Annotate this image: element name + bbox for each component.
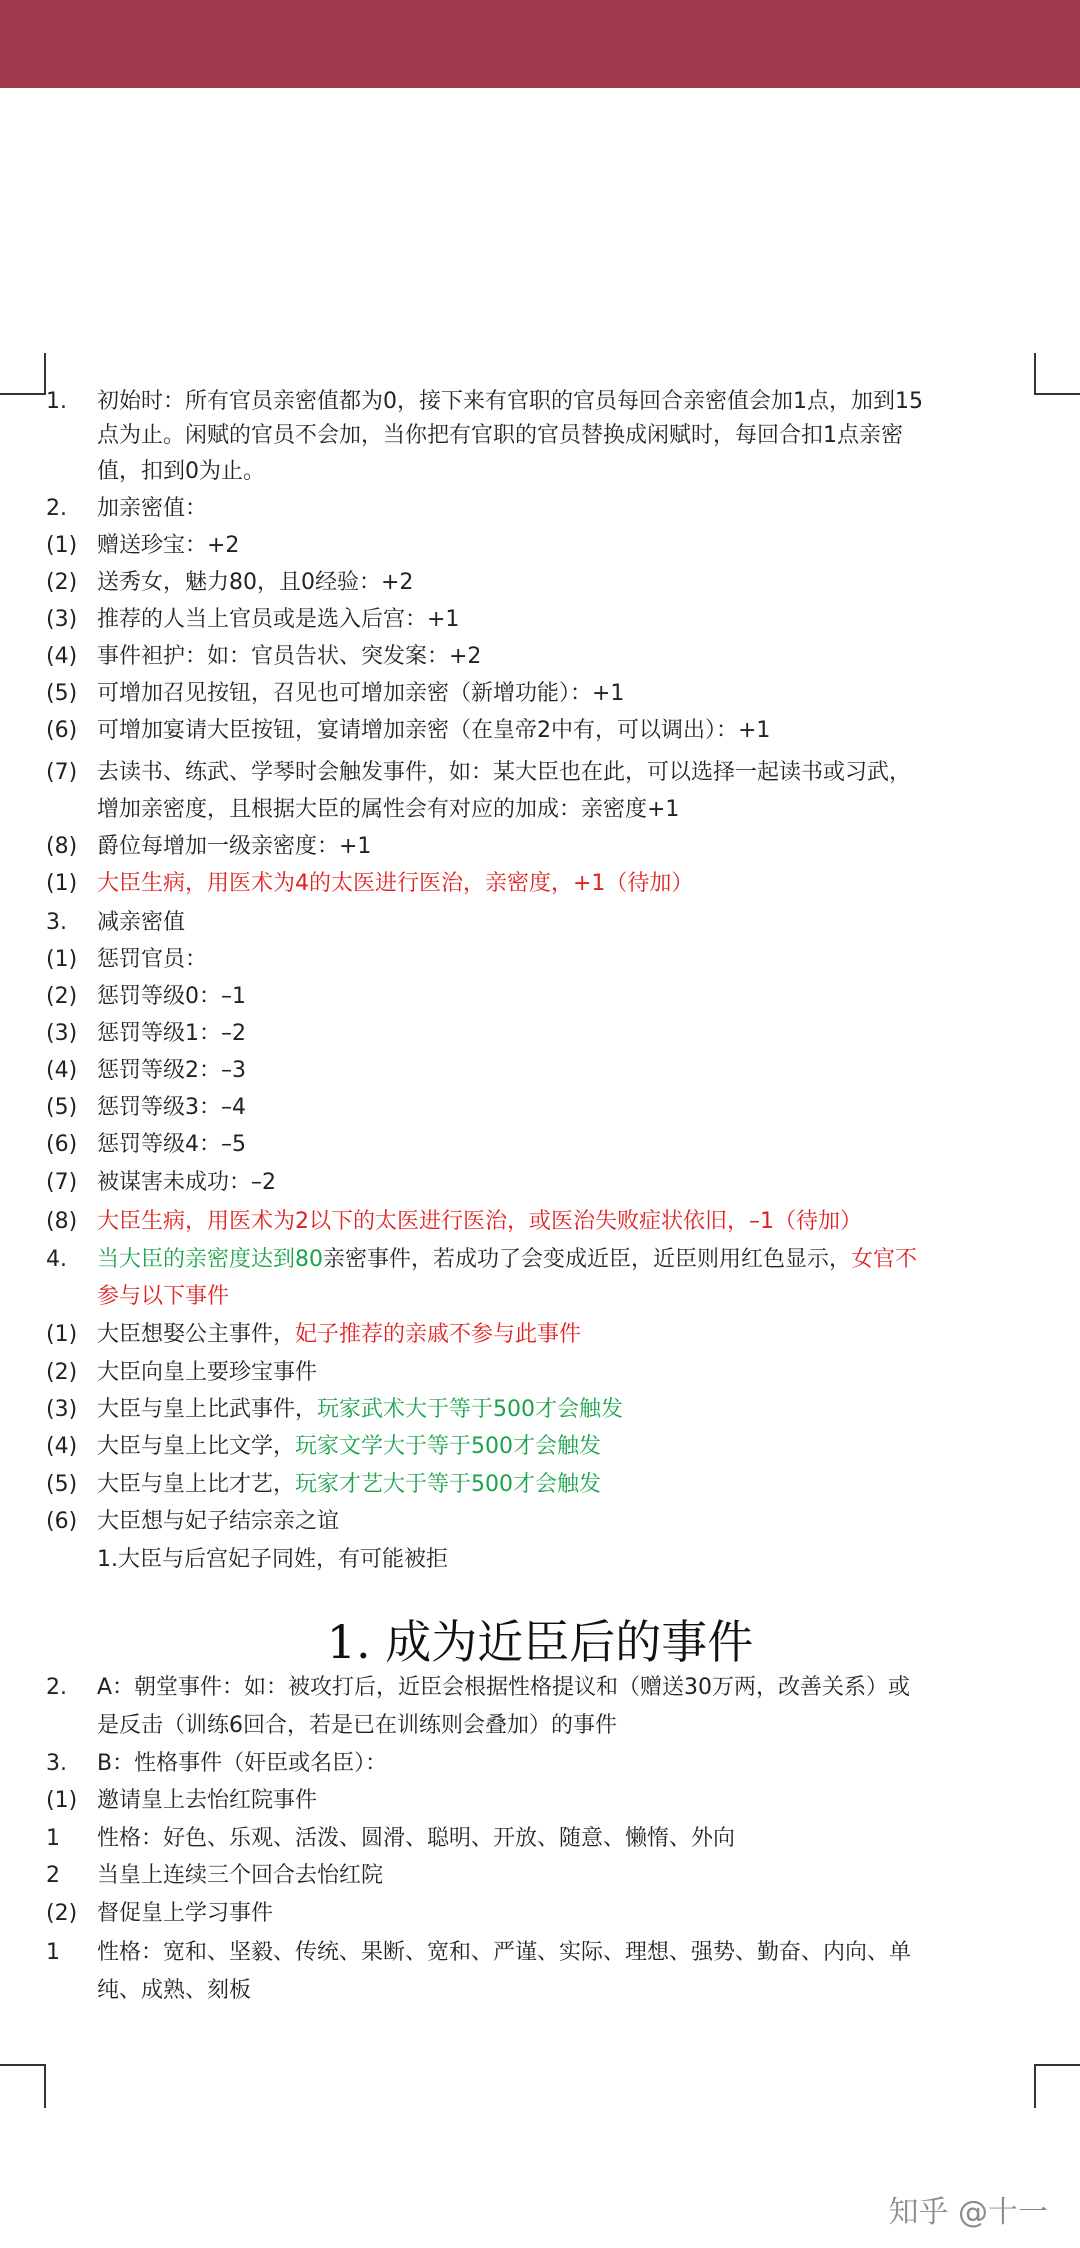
text-line <box>0 864 1080 904</box>
text-line <box>0 563 1080 603</box>
line-text <box>97 711 770 751</box>
line-text <box>97 489 207 529</box>
text-line <box>0 1088 1080 1128</box>
text-line <box>0 711 1080 751</box>
text-line <box>0 1163 1080 1203</box>
body-text: 亲密事件，若成功了会变成近臣，近臣则用红色显示， <box>323 1247 852 1272</box>
body-text: 可增加宴请大臣按钮，宴请增加亲密（在皇帝2中有，可以调出）：+1 <box>97 718 771 743</box>
highlight-green-text: 玩家文学大于等于500才会触发 <box>295 1434 602 1459</box>
crop-mark-bottom-left <box>44 2064 46 2108</box>
text-line <box>0 1014 1080 1054</box>
text-line <box>0 790 1080 830</box>
text-line <box>0 452 1080 492</box>
highlight-red-text: 大臣生病，用医术为2以下的太医进行医治，或医治失败症状依旧，–1（待加） <box>97 1209 862 1234</box>
crop-mark-bottom-left-h <box>0 2064 46 2066</box>
line-text <box>97 864 693 904</box>
text-line <box>0 1315 1080 1355</box>
line-text <box>97 1014 246 1054</box>
list-number: (2) <box>46 1901 78 1926</box>
body-text: 点为止。闲赋的官员不会加，当你把有官职的官员替换成闲赋时，每回合扣1点亲密 <box>97 423 903 448</box>
section-heading: 1. 成为近臣后的事件 <box>326 1615 754 1669</box>
line-text <box>97 977 246 1017</box>
text-line <box>0 1427 1080 1467</box>
line-text <box>97 600 459 640</box>
body-text: 事件袒护：如：官员告状、突发案：+2 <box>97 644 482 669</box>
body-text: A：朝堂事件：如：被攻打后，近臣会根据性格提议和（赠送30万两，改善关系）或 <box>97 1675 911 1700</box>
watermark: 知乎 @十一 <box>888 2195 1048 2230</box>
list-number: (3) <box>46 1021 78 1046</box>
line-text <box>97 1971 251 2011</box>
body-text: 赠送珍宝：+2 <box>97 533 240 558</box>
list-number: (4) <box>46 1058 78 1083</box>
body-text: 大臣想娶公主事件， <box>97 1322 296 1347</box>
body-text: 大臣向皇上要珍宝事件 <box>97 1360 318 1385</box>
body-text: 督促皇上学习事件 <box>97 1901 274 1926</box>
line-text <box>97 940 207 980</box>
line-text <box>97 1390 623 1430</box>
text-line <box>0 1819 1080 1859</box>
list-number: 2 <box>46 1863 60 1888</box>
line-text <box>97 1088 246 1128</box>
line-text <box>97 452 265 492</box>
text-line <box>0 637 1080 677</box>
body-text: 大臣与皇上比武事件， <box>97 1397 318 1422</box>
text-line <box>0 1277 1080 1317</box>
line-text <box>97 1202 862 1242</box>
list-number: 2. <box>46 496 67 521</box>
list-number: (7) <box>46 1170 78 1195</box>
body-text: 增加亲密度，且根据大臣的属性会有对应的加成：亲密度+1 <box>97 797 680 822</box>
line-text <box>97 1781 317 1821</box>
line-text <box>97 526 239 566</box>
body-text: 加亲密值： <box>97 496 208 521</box>
line-text <box>97 827 371 867</box>
body-text: 邀请皇上去怡红院事件 <box>97 1788 318 1813</box>
text-line <box>0 1051 1080 1091</box>
body-text: 送秀女，魅力80，且0经验：+2 <box>97 570 414 595</box>
text-line <box>0 1540 1080 1580</box>
body-text: 惩罚官员： <box>97 947 208 972</box>
text-line <box>0 1933 1080 1973</box>
list-number: (2) <box>46 570 78 595</box>
highlight-red-text: 大臣生病，用医术为4的太医进行医治，亲密度，+1（待加） <box>97 871 694 896</box>
body-text: 1.大臣与后宫妃子同姓，有可能被拒 <box>97 1547 448 1572</box>
line-text <box>97 637 481 677</box>
list-number: (4) <box>46 644 78 669</box>
line-text <box>97 1315 581 1355</box>
line-text <box>97 1427 601 1467</box>
text-line <box>0 1744 1080 1784</box>
text-line <box>0 1240 1080 1280</box>
line-text <box>97 1744 387 1784</box>
text-line <box>0 1894 1080 1934</box>
line-text <box>97 1277 229 1317</box>
text-line <box>0 1125 1080 1165</box>
text-line <box>0 1502 1080 1542</box>
line-text <box>97 1502 339 1542</box>
line-text <box>97 1353 317 1393</box>
body-text: 可增加召见按钮，召见也可增加亲密（新增功能）：+1 <box>97 681 625 706</box>
list-number: (5) <box>46 1472 78 1497</box>
line-text <box>97 1856 383 1896</box>
line-text <box>97 1465 601 1505</box>
text-line <box>0 1202 1080 1242</box>
list-number: 3. <box>46 1751 67 1776</box>
list-number: (5) <box>46 1095 78 1120</box>
body-text: 大臣与皇上比才艺， <box>97 1472 296 1497</box>
line-text <box>97 790 679 830</box>
list-number: 2. <box>46 1675 67 1700</box>
line-text <box>97 1706 617 1746</box>
list-number: (2) <box>46 984 78 1009</box>
body-text: 惩罚等级1：–2 <box>97 1021 246 1046</box>
text-line <box>0 526 1080 566</box>
list-number: (4) <box>46 1434 78 1459</box>
line-text <box>97 1051 246 1091</box>
text-line <box>0 1971 1080 2011</box>
body-text: 惩罚等级4：–5 <box>97 1132 246 1157</box>
crop-mark-bottom-right-h <box>1034 2064 1080 2066</box>
line-text <box>97 1894 273 1934</box>
body-text: 值，扣到0为止。 <box>97 459 265 484</box>
body-text: 被谋害未成功：–2 <box>97 1170 276 1195</box>
body-text: 惩罚等级3：–4 <box>97 1095 246 1120</box>
body-text: 初始时：所有官员亲密值都为0，接下来有官职的官员每回合亲密值会加1点，加到15 <box>97 389 923 414</box>
highlight-red-text: 女官不 <box>851 1247 918 1272</box>
list-number: 1 <box>46 1826 60 1851</box>
text-line <box>0 600 1080 640</box>
list-number: (7) <box>46 760 78 785</box>
text-line <box>0 1856 1080 1896</box>
list-number: (1) <box>46 871 78 896</box>
list-number: (3) <box>46 607 78 632</box>
text-line <box>0 940 1080 980</box>
text-line <box>0 1781 1080 1821</box>
text-line <box>0 1706 1080 1746</box>
list-number: (8) <box>46 1209 78 1234</box>
list-number: (3) <box>46 1397 78 1422</box>
highlight-red-text: 妃子推荐的亲戚不参与此事件 <box>295 1322 582 1347</box>
body-text: 去读书、练武、学琴时会触发事件，如：某大臣也在此，可以选择一起读书或习武， <box>97 760 912 785</box>
body-text: 爵位每增加一级亲密度：+1 <box>97 834 372 859</box>
list-number: 4. <box>46 1247 67 1272</box>
body-text: B：性格事件（奸臣或名臣）： <box>97 1751 388 1776</box>
line-text <box>97 674 624 714</box>
text-line <box>0 416 1080 456</box>
list-number: (1) <box>46 1322 78 1347</box>
body-text: 是反击（训练6回合，若是已在训练则会叠加）的事件 <box>97 1713 617 1738</box>
line-text <box>97 1819 735 1859</box>
line-text <box>97 1240 917 1280</box>
line-text <box>97 903 185 943</box>
list-number: 3. <box>46 910 67 935</box>
line-text <box>97 563 413 603</box>
text-line <box>0 903 1080 943</box>
list-number: 1. <box>46 389 67 414</box>
highlight-green-text: 当大臣的亲密度达到80 <box>97 1247 323 1272</box>
line-text <box>97 1125 246 1165</box>
text-line <box>0 977 1080 1017</box>
list-number: (8) <box>46 834 78 859</box>
text-line <box>0 674 1080 714</box>
list-number: (6) <box>46 1509 78 1534</box>
line-text <box>97 1933 911 1973</box>
body-text: 大臣想与妃子结宗亲之谊 <box>97 1509 340 1534</box>
crop-mark-bottom-right <box>1034 2064 1036 2108</box>
highlight-green-text: 玩家才艺大于等于500才会触发 <box>295 1472 602 1497</box>
list-number: (1) <box>46 1788 78 1813</box>
text-line <box>0 1465 1080 1505</box>
body-text: 惩罚等级0：–1 <box>97 984 246 1009</box>
list-number: (1) <box>46 533 78 558</box>
list-number: (1) <box>46 947 78 972</box>
list-number: (6) <box>46 1132 78 1157</box>
line-text <box>97 1668 910 1708</box>
body-text: 惩罚等级2：–3 <box>97 1058 246 1083</box>
body-text: 推荐的人当上官员或是选入后宫：+1 <box>97 607 460 632</box>
text-line <box>0 489 1080 529</box>
highlight-green-text: 玩家武术大于等于500才会触发 <box>317 1397 624 1422</box>
list-number: (6) <box>46 718 78 743</box>
body-text: 纯、成熟、刻板 <box>97 1978 252 2003</box>
body-text: 性格：宽和、坚毅、传统、果断、宽和、严谨、实际、理想、强势、勤奋、内向、单 <box>97 1940 912 1965</box>
line-text <box>97 753 911 793</box>
text-line <box>0 827 1080 867</box>
line-text <box>97 1540 448 1580</box>
text-line <box>0 1353 1080 1393</box>
text-line <box>0 1390 1080 1430</box>
list-number: (5) <box>46 681 78 706</box>
list-number: (2) <box>46 1360 78 1385</box>
text-line <box>0 1668 1080 1708</box>
body-text: 减亲密值 <box>97 910 186 935</box>
list-number: 1 <box>46 1940 60 1965</box>
line-text <box>97 416 903 456</box>
text-line <box>0 753 1080 793</box>
highlight-red-text: 参与以下事件 <box>97 1284 230 1309</box>
body-text: 当皇上连续三个回合去怡红院 <box>97 1863 384 1888</box>
line-text <box>97 1163 276 1203</box>
body-text: 大臣与皇上比文学， <box>97 1434 296 1459</box>
body-text: 性格：好色、乐观、活泼、圆滑、聪明、开放、随意、懒惰、外向 <box>97 1826 736 1851</box>
